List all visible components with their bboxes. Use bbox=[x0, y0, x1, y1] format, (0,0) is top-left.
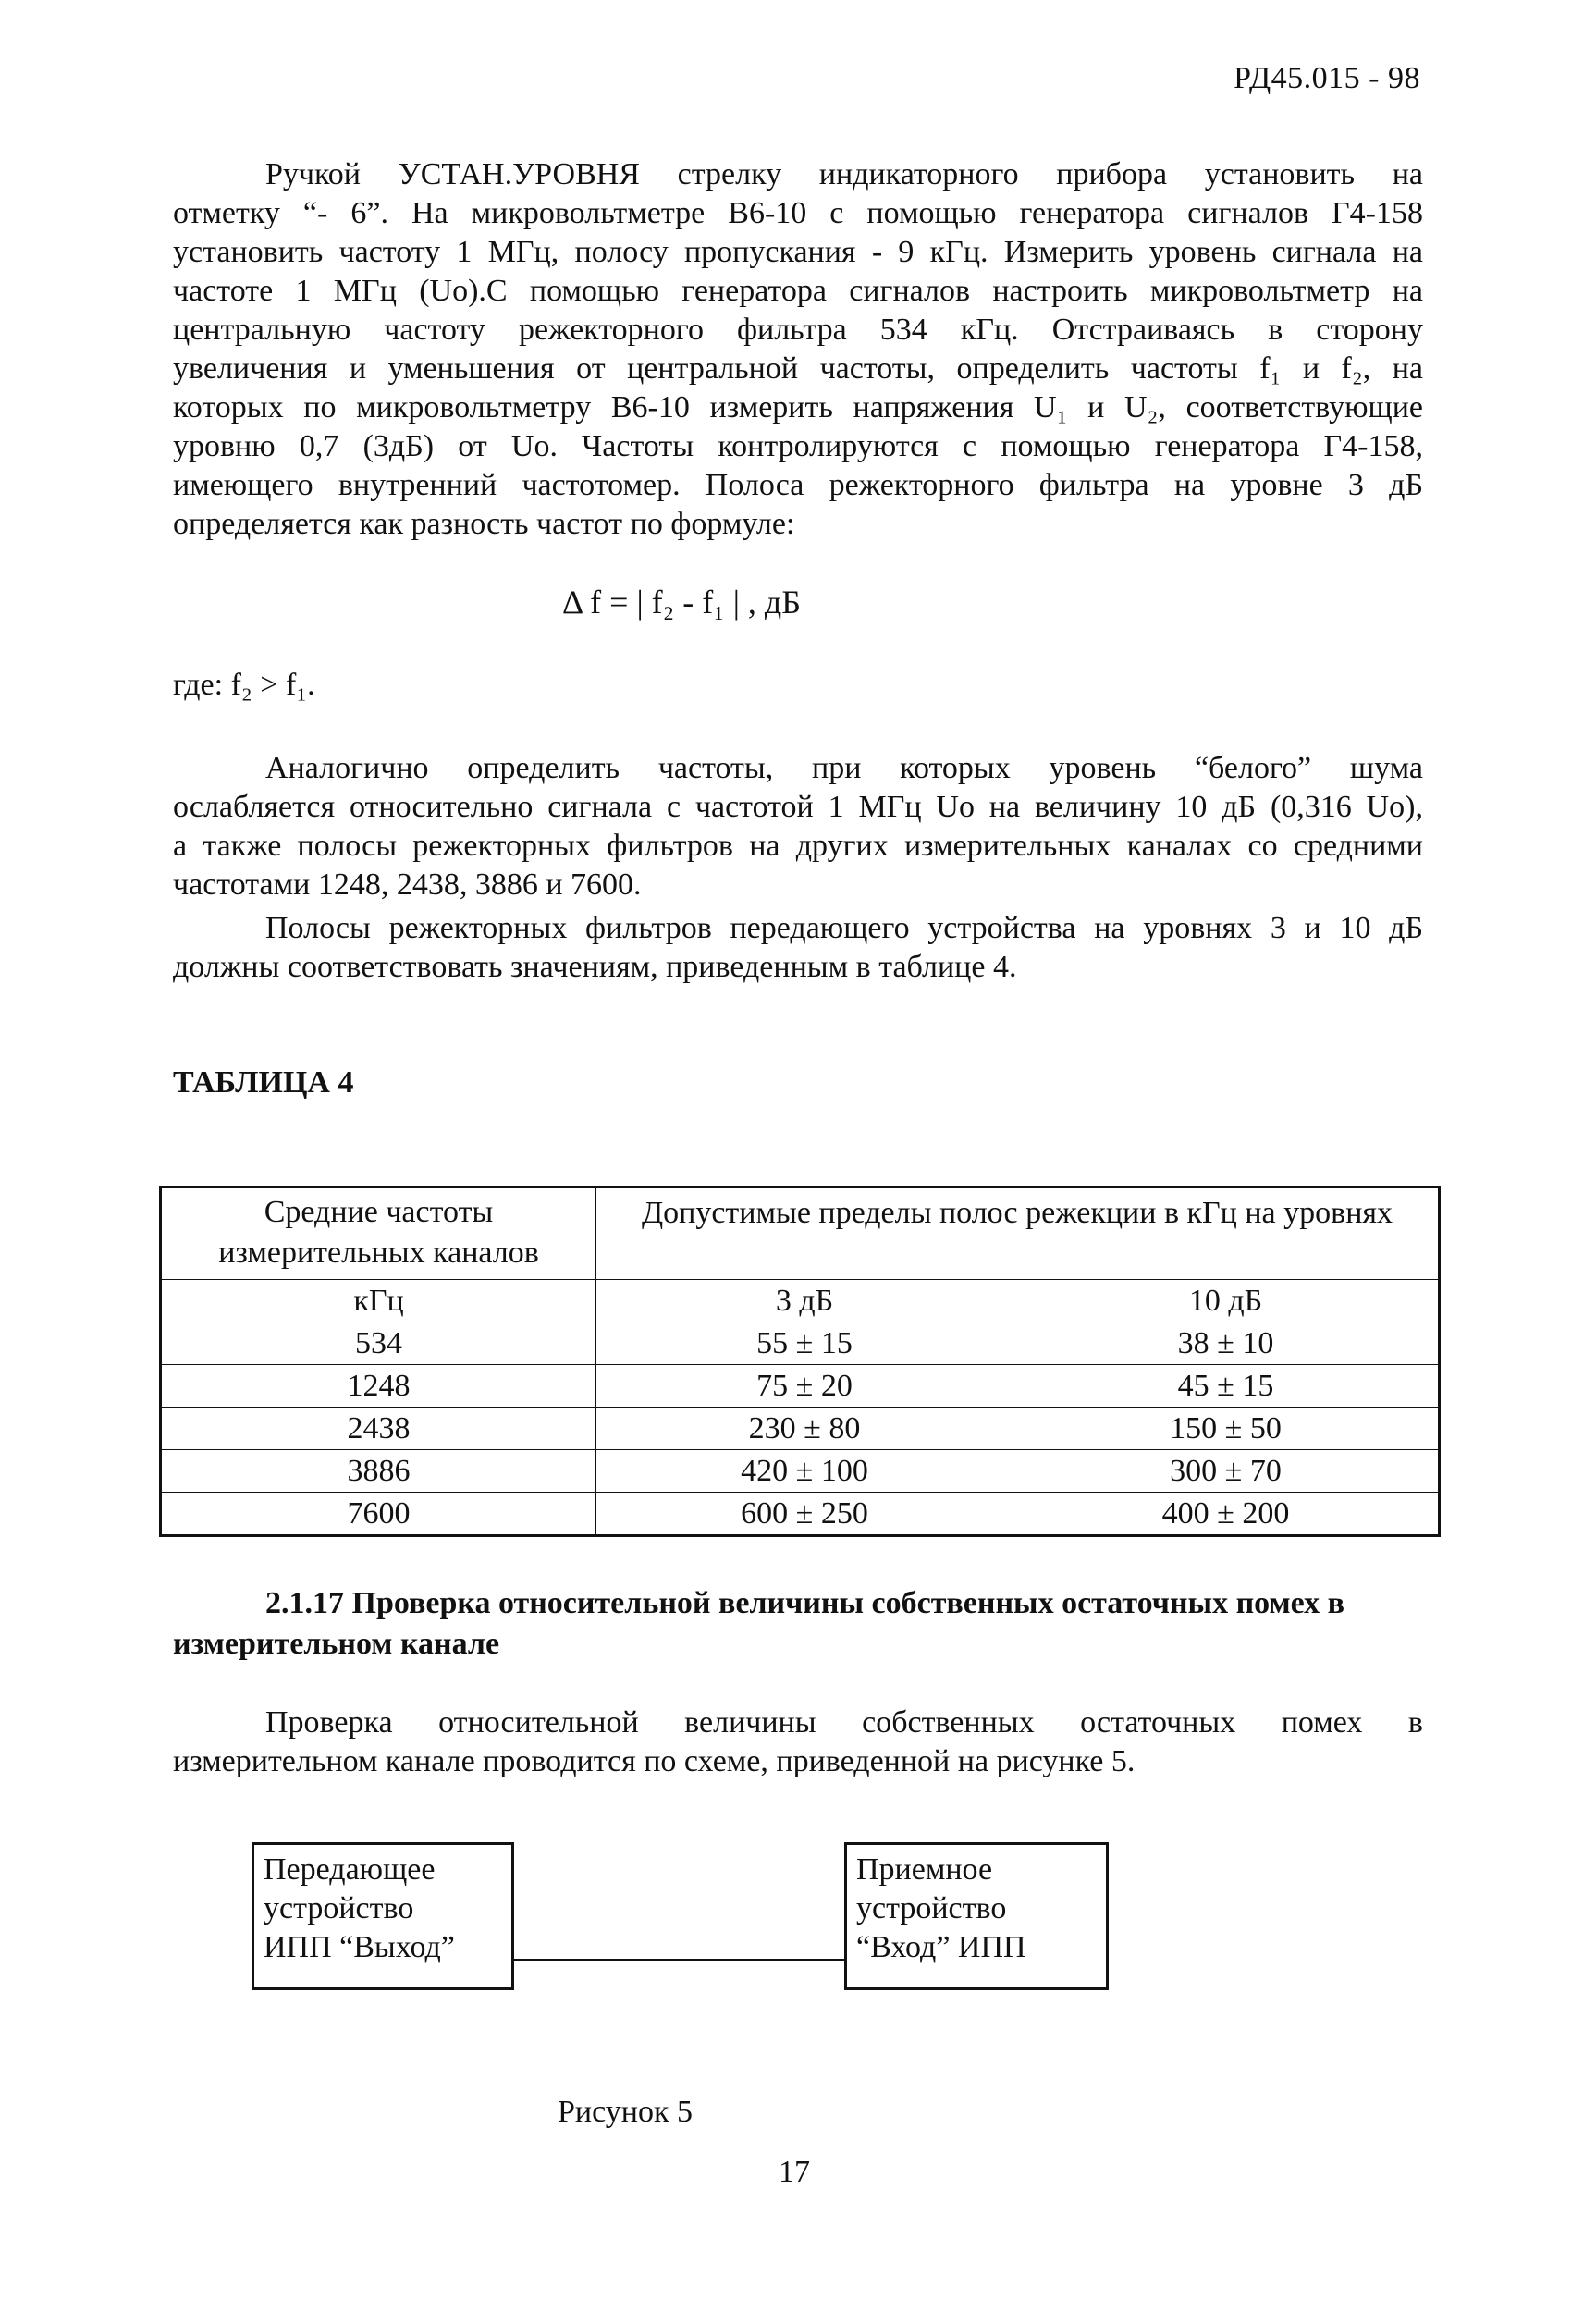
document-code: РД45.015 - 98 bbox=[1234, 61, 1420, 95]
paragraph-procedure bbox=[173, 155, 1423, 544]
cell-10db: 38 ± 10 bbox=[1013, 1322, 1440, 1365]
table-row bbox=[161, 1408, 1440, 1450]
transmitter-box-line: устройство bbox=[264, 1891, 414, 1925]
text-line: установить частоту 1 МГц, полосу пропускания - 9 кГц. Измерить уровень сигнала на bbox=[173, 235, 1423, 269]
text-line: имеющего внутренний частотомер. Полоса режекторного фильтра на уровне 3 дБ bbox=[173, 468, 1423, 502]
text-line: измерительном канале проводится по схеме, приведенной на рисунке 5. bbox=[173, 1744, 1136, 1778]
cell-frequency: 2438 bbox=[161, 1408, 596, 1450]
receiver-box-line: “Вход” ИПП bbox=[856, 1930, 1026, 1964]
cell-3db: 75 ± 20 bbox=[596, 1365, 1013, 1408]
text-line: частотами 1248, 2438, 3886 и 7600. bbox=[173, 867, 642, 902]
receiver-box bbox=[844, 1842, 1109, 1990]
text-line: а также полосы режекторных фильтров на других измерительных каналах со средними bbox=[173, 829, 1423, 863]
text-line: увеличения и уменьшения от центральной частоты, определить частоты f₁ и f₂, на bbox=[173, 351, 1423, 386]
text-line: которых по микровольтметру В6-10 измерить напряжения U₁ и U₂, соответствующие bbox=[173, 390, 1423, 424]
table-row bbox=[161, 1450, 1440, 1493]
table-row bbox=[161, 1322, 1440, 1365]
text-line: должны соответствовать значениям, приведенным в таблице 4. bbox=[173, 950, 1017, 984]
text-line: уровню 0,7 (3дБ) от Uo. Частоты контролируются с помощью генератора Г4-158, bbox=[173, 429, 1423, 463]
text-line: Ручкой УСТАН.УРОВНЯ стрелку индикаторного прибора установить на bbox=[265, 157, 1423, 191]
receiver-box-line: устройство bbox=[856, 1891, 1007, 1925]
bandwidth-formula: Δ f = | f₂ - f₁ | , дБ bbox=[562, 584, 801, 621]
table-row bbox=[161, 1493, 1440, 1536]
cell-frequency: 534 bbox=[161, 1322, 596, 1365]
text-line: определяется как разность частот по формуле: bbox=[173, 507, 795, 541]
transmitter-box-line: Передающее bbox=[264, 1852, 436, 1887]
cell-3db: 420 ± 100 bbox=[596, 1450, 1013, 1493]
text-line: отметку “- 6”. На микровольтметре В6-10 с помощью генератора сигналов Г4-158 bbox=[173, 196, 1423, 230]
header-level-3db: 3 дБ bbox=[596, 1280, 1013, 1322]
table-title: ТАБЛИЦА 4 bbox=[173, 1065, 354, 1100]
text-line: центральную частоту режекторного фильтра 534 кГц. Отстраиваясь в сторону bbox=[173, 313, 1423, 347]
connection-line bbox=[514, 1959, 844, 1961]
cell-10db: 300 ± 70 bbox=[1013, 1450, 1440, 1493]
section-title bbox=[173, 1583, 1423, 1665]
transmitter-box-line: ИПП “Выход” bbox=[264, 1930, 455, 1964]
transmitter-box bbox=[252, 1842, 514, 1990]
text-line: Проверка относительной величины собственных остаточных помех в bbox=[265, 1705, 1423, 1740]
cell-frequency: 3886 bbox=[161, 1450, 596, 1493]
cell-3db: 600 ± 250 bbox=[596, 1493, 1013, 1536]
text-line: ослабляется относительно сигнала с частотой 1 МГц Uo на величину 10 дБ (0,316 Uo), bbox=[173, 790, 1423, 824]
header-allowed-limits: Допустимые пределы полос режекции в кГц на уровнях bbox=[596, 1187, 1440, 1280]
header-channel-frequencies: Средние частоты измерительных каналов bbox=[161, 1187, 596, 1280]
cell-10db: 150 ± 50 bbox=[1013, 1408, 1440, 1450]
cell-frequency: 1248 bbox=[161, 1365, 596, 1408]
cell-10db: 45 ± 15 bbox=[1013, 1365, 1440, 1408]
formula-condition: где: f₂ > f₁. bbox=[173, 668, 315, 702]
cell-frequency: 7600 bbox=[161, 1493, 596, 1536]
table-row bbox=[161, 1365, 1440, 1408]
paragraph-white-noise bbox=[173, 749, 1423, 904]
header-unit: кГц bbox=[161, 1280, 596, 1322]
paragraph-scheme-intro bbox=[173, 1703, 1423, 1781]
notch-band-table bbox=[159, 1186, 1441, 1537]
table-subheader-row bbox=[161, 1280, 1440, 1322]
page-number: 17 bbox=[779, 2155, 810, 2189]
paragraph-notch-bands bbox=[173, 909, 1423, 987]
text-line: Полосы режекторных фильтров передающего устройства на уровнях 3 и 10 дБ bbox=[265, 911, 1423, 945]
section-title-text: 2.1.17 Проверка относительной величины собственных остаточных помех в измерительном канале bbox=[173, 1586, 1344, 1661]
cell-3db: 230 ± 80 bbox=[596, 1408, 1013, 1450]
text-line: Аналогично определить частоты, при которых уровень “белого” шума bbox=[265, 751, 1423, 785]
table-header-row bbox=[161, 1187, 1440, 1280]
figure-caption: Рисунок 5 bbox=[558, 2095, 693, 2129]
receiver-box-line: Приемное bbox=[856, 1852, 993, 1887]
header-level-10db: 10 дБ bbox=[1013, 1280, 1440, 1322]
cell-10db: 400 ± 200 bbox=[1013, 1493, 1440, 1536]
text-line: частоте 1 МГц (Uo).С помощью генератора сигналов настроить микровольтметр на bbox=[173, 274, 1423, 308]
cell-3db: 55 ± 15 bbox=[596, 1322, 1013, 1365]
